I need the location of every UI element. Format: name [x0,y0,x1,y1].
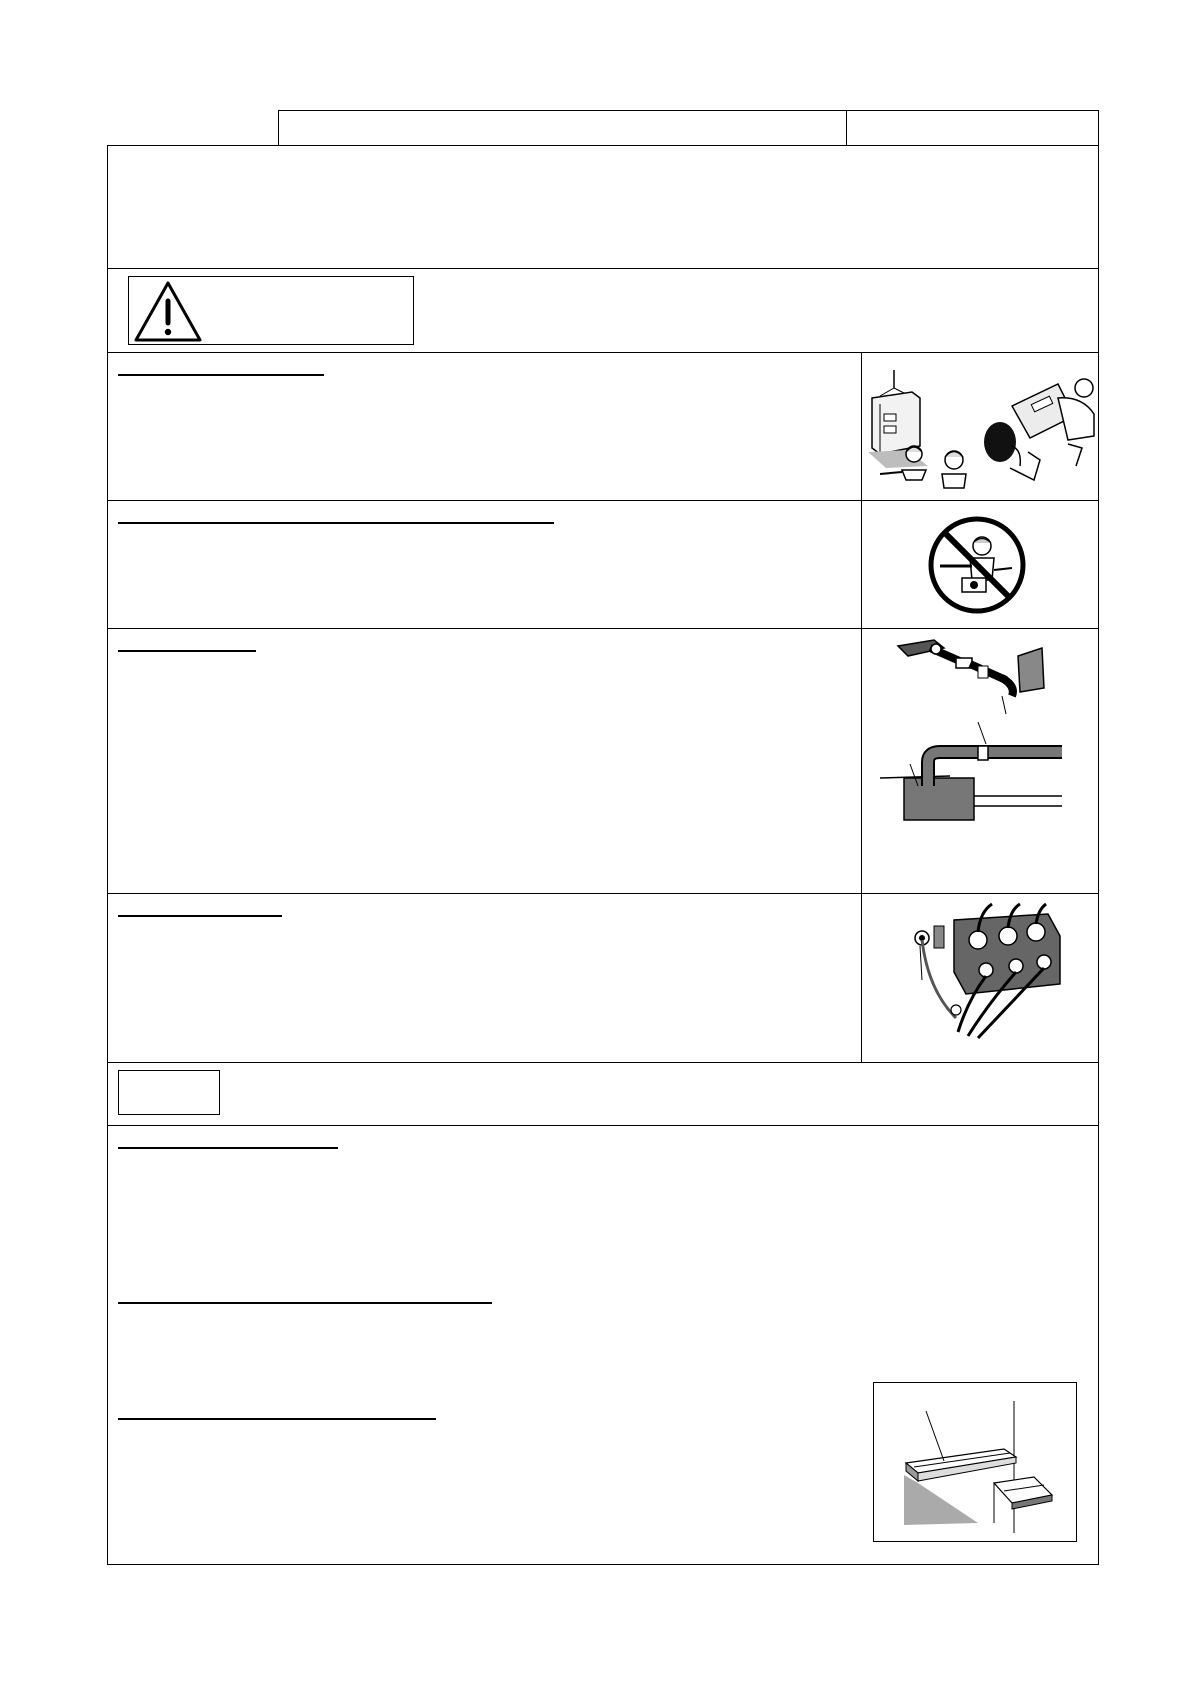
section-4-heading-underline [118,915,282,917]
caution-item-1-heading [118,1133,338,1157]
divider [107,628,1099,629]
section-2-heading-underline [118,522,554,524]
warning-label-box [128,276,414,345]
divider [107,1062,1099,1063]
caution-item-2-heading [118,1288,492,1312]
floor-mounting-rail-illustration [873,1382,1077,1542]
header-code-box [846,110,1099,146]
section-1-body [118,386,853,491]
section-3-heading-underline [118,650,256,652]
caution-item-1-body [118,1159,1088,1289]
workers-crane-installation-illustration [862,356,1098,496]
caution-item-1-heading-underline [118,1147,338,1149]
caution-item-3-heading [118,1404,436,1428]
section-3-body [118,662,853,887]
section-1-heading-underline [118,374,324,376]
warning-triangle-icon [132,278,204,344]
divider [107,352,1099,353]
divider [107,500,1099,501]
caution-label-box [118,1070,220,1115]
drain-pipe-connection-illustration [866,636,1096,836]
header-title-box [278,110,847,146]
divider [107,268,1099,269]
section-4-body [118,927,853,1055]
caution-item-3-body [118,1430,858,1550]
caution-item-3-heading-underline [118,1418,436,1420]
intro-text [118,155,1088,255]
terminal-block-grounding-illustration [908,900,1088,1040]
section-2-heading [118,508,554,532]
section-4-heading [118,901,282,925]
divider [107,893,1099,894]
caution-text [230,1078,1085,1118]
no-modification-prohibition-icon [922,510,1032,620]
caution-item-2-heading-underline [118,1302,492,1304]
section-2-body [118,534,853,622]
section-1-heading [118,360,324,384]
warning-text [424,285,1084,340]
divider [107,1125,1099,1126]
section-3-heading [118,636,256,660]
